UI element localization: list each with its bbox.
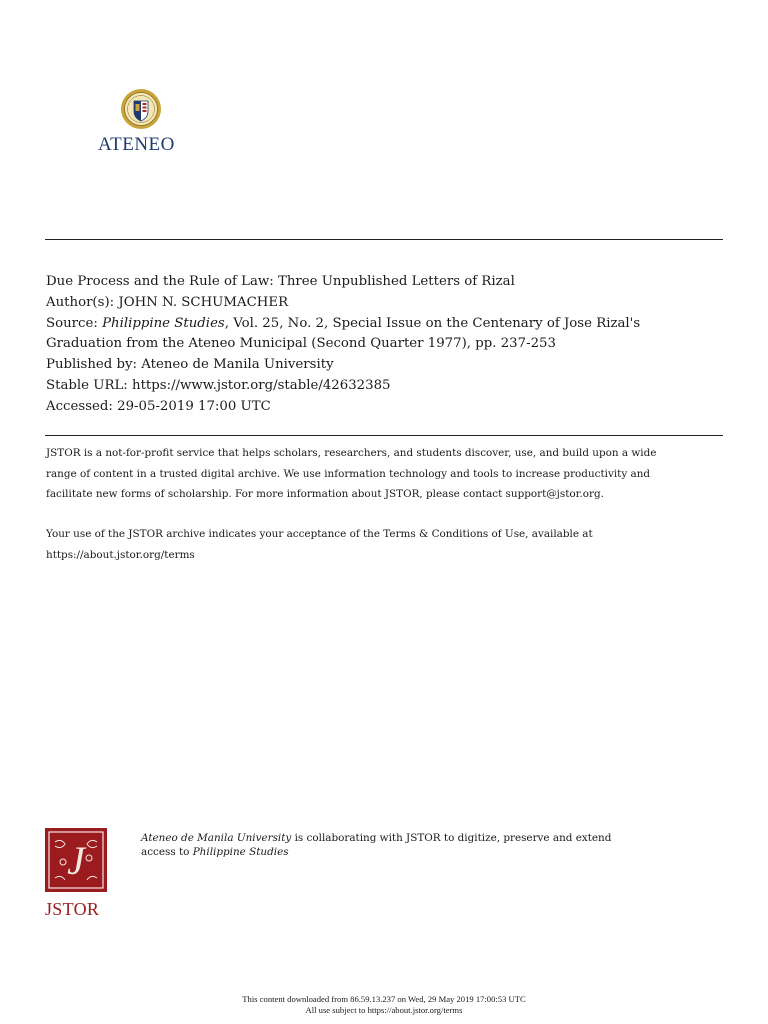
jstor-logo-text: JSTOR xyxy=(45,899,100,919)
ateneo-logo-text: ATENEO xyxy=(98,134,175,155)
author-name: JOHN N. SCHUMACHER xyxy=(118,294,289,310)
accessed-date: 29-05-2019 17:00 UTC xyxy=(117,398,271,414)
terms-line: Your use of the JSTOR archive indicates your acceptance of the Terms & Conditions of Use, available at xyxy=(46,528,593,540)
notice-line: range of content in a trusted digital archive. We use information technology and tools to increase productivity and xyxy=(46,467,651,480)
collaboration-statement xyxy=(141,832,741,859)
svg-text:J: J xyxy=(67,838,85,883)
collab-journal: Philippine Studies xyxy=(192,845,289,858)
accessed-line xyxy=(46,397,726,418)
top-divider xyxy=(45,239,723,240)
middle-divider xyxy=(45,435,723,436)
collab-prefix: access to xyxy=(141,845,193,858)
terms-link[interactable]: https://about.jstor.org/terms xyxy=(46,548,195,561)
collab-institution: Ateneo de Manila University xyxy=(141,832,292,844)
article-title: Due Process and the Rule of Law: Three Unpublished Letters of Rizal xyxy=(46,274,515,289)
terms-notice xyxy=(46,524,726,565)
footer-line-2: All use subject to https://about.jstor.org/terms xyxy=(305,1004,463,1015)
source-label: Source: xyxy=(46,315,98,331)
stable-url-line xyxy=(46,376,726,397)
footer-line-1: This content downloaded from 86.59.13.237 on Wed, 29 May 2019 17:00:53 UTC xyxy=(242,994,526,1004)
author-line xyxy=(46,293,726,314)
publisher-label: Published by: xyxy=(46,357,138,373)
notice-line: facilitate new forms of scholarship. For more information about JSTOR, please contact support@jstor.org. xyxy=(46,488,604,500)
source-details: , Vol. 25, No. 2, Special Issue on the Centenary of Jose Rizal's xyxy=(224,315,641,331)
notice-line: JSTOR is a not-for-profit service that helps scholars, researchers, and students discover, use, and build upon a wide xyxy=(46,447,657,459)
jstor-notice xyxy=(46,443,726,505)
stable-url-link[interactable]: https://www.jstor.org/stable/42632385 xyxy=(132,377,391,393)
download-footer xyxy=(0,994,768,1015)
source-journal: Philippine Studies xyxy=(102,315,225,331)
publisher-line xyxy=(46,355,726,376)
ateneo-seal-icon xyxy=(120,88,162,130)
source-line xyxy=(46,314,726,335)
source-line-2: Graduation from the Ateneo Municipal (Second Quarter 1977), pp. 237-253 xyxy=(46,336,556,352)
publisher-name: Ateneo de Manila University xyxy=(141,357,334,373)
jstor-emblem-icon xyxy=(45,828,107,892)
collab-line-2 xyxy=(141,846,741,860)
collab-text: is collaborating with JSTOR to digitize, preserve and extend xyxy=(291,832,612,844)
collab-line-1 xyxy=(141,832,741,846)
jstor-logo xyxy=(45,828,107,920)
accessed-label: Accessed: xyxy=(46,398,113,414)
citation-block xyxy=(46,272,726,418)
stable-url-label: Stable URL: xyxy=(46,377,128,393)
author-label: Author(s): xyxy=(46,294,115,310)
